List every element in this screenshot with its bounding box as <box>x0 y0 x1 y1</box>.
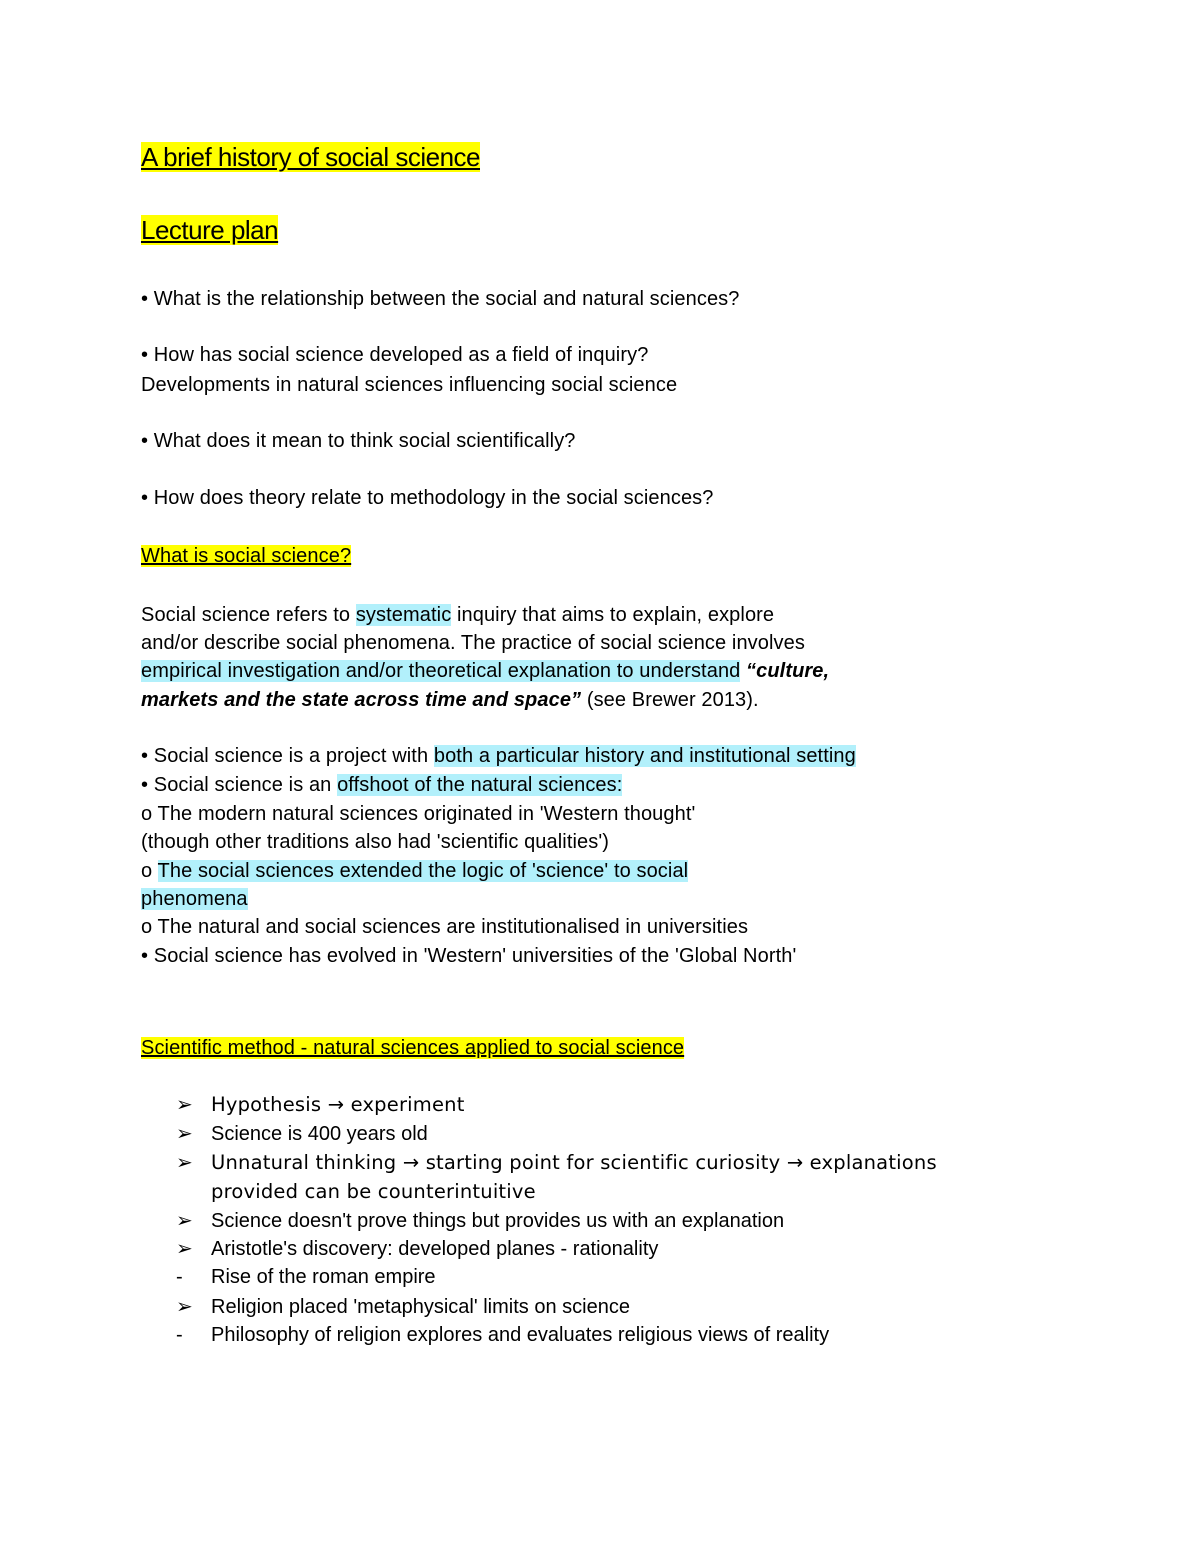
document-page: A brief history of social science Lecture plan • What is the relationship between the social and natural sciences? • How has social science developed as a field of inquiry? Developments in natural sciences influencing social science • What does it mean to think social scientifically? • How does theory relate to methodology in the social sciences? What is social science? Social science refers to systematic inquiry that aims to explain, explore and/or describe social phenomena. The practice of social science involves empirical investigation and/or theoretical explanation to understand “culture, markets and the state across time and space” (see Brewer 2013). • Social science is a project with both a particular history and institutional setting • Social science is an offshoot of the natural sciences: o The modern natural sciences originated in 'Western thought' (though other traditions also had 'scientific qualities') o The social sciences extended the logic of 'science' to social phenomena o The natural and social sciences are institutionalised in universities • Social science has evolved in 'Western' universities of the 'Global North' Scientific method - natural sciences applied to social science ➢ Hypothesis → experiment ➢ Science is 400 years old ➢ Unnatural thinking → starting point for scientific curiosity → explanations provided can be counterintuitive ➢ Science doesn't prove things but provides us with an explanation ➢ Aristotle's discovery: developed planes - rationality - Rise of the roman empire ➢ Religion placed 'metaphysical' limits on science - Philosophy of religion explores and evaluates religious views of reality <box>141 142 937 1346</box>
lecture-plan-question-2: • How has social science developed as a field of inquiry? <box>141 344 649 366</box>
lecture-plan-heading: Lecture plan <box>141 215 279 245</box>
definition-line-3: empirical investigation and/or theoretical explanation to understand “culture, <box>141 660 830 682</box>
sub-bullet-western-thought: o The modern natural sciences originated in 'Western thought' <box>141 803 696 825</box>
bullet-offshoot: • Social science is an offshoot of the natural sciences: <box>141 774 623 796</box>
sub-bullet-extended-logic: o The social sciences extended the logic of 'science' to social <box>141 860 689 882</box>
document-title: A brief history of social science <box>141 142 480 172</box>
what-is-heading: What is social science? <box>141 545 352 567</box>
definition-line-4: markets and the state across time and space” (see Brewer 2013). <box>141 689 759 711</box>
sub-bullet-extended-logic-cont: phenomena <box>141 888 248 910</box>
lecture-plan-question-1: • What is the relationship between the social and natural sciences? <box>141 288 740 310</box>
definition-line-2: and/or describe social phenomena. The practice of social science involves <box>141 632 805 654</box>
lecture-plan-question-3: • What does it mean to think social scientifically? <box>141 430 576 452</box>
bullet-project: • Social science is a project with both a particular history and institutional setting <box>141 745 856 767</box>
sub-bullet-institutionalised: o The natural and social sciences are institutionalised in universities <box>141 916 749 938</box>
lecture-plan-question-2-sub: Developments in natural sciences influencing social science <box>141 374 678 396</box>
definition-line-1: Social science refers to systematic inquiry that aims to explain, explore <box>141 604 775 626</box>
bullet-global-north: • Social science has evolved in 'Western' universities of the 'Global North' <box>141 945 797 967</box>
lecture-plan-question-4: • How does theory relate to methodology in the social sciences? <box>141 487 714 509</box>
sub-bullet-western-thought-note: (though other traditions also had 'scientific qualities') <box>141 831 610 853</box>
scientific-method-heading: Scientific method - natural sciences applied to social science <box>141 1037 685 1059</box>
